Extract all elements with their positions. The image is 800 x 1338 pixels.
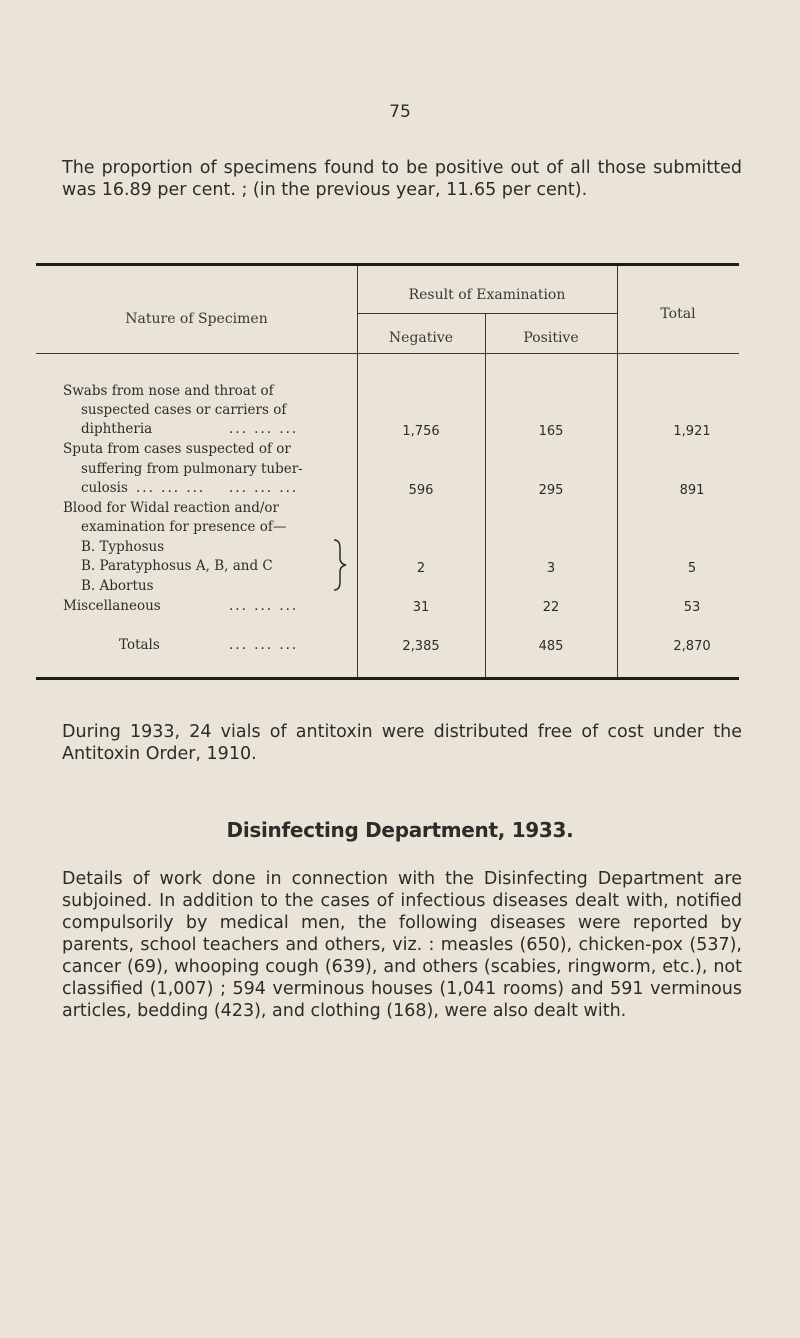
row-blood-label-line2: examination for presence of— [81,519,287,535]
column-divider-3 [617,266,618,677]
row-misc-label: Miscellaneous [63,598,161,614]
row-swabs-leader: ... ... ... [229,421,299,437]
row-sputa-label-line1: Sputa from cases suspected of or [63,441,291,457]
column-divider-1 [357,266,358,677]
row-blood-negative: 2 [416,561,426,576]
row-swabs-negative: 1,756 [402,424,440,439]
row-sputa-label-line2: suffering from pulmonary tuber- [81,461,303,477]
row-blood-label-line5: B. Abortus [81,578,154,594]
header-nature-of-specimen: Nature of Specimen [125,311,268,327]
row-misc-leader: ... ... ... [229,598,299,614]
row-blood-label-line3: B. Typhosus [81,539,165,555]
header-negative: Negative [388,330,454,346]
header-total: Total [660,306,696,322]
table-bottom-rule [36,677,739,680]
totals-label: Totals [119,637,160,653]
intro-paragraph: The proportion of specimens found to be positive out of all those submitted was 16.89 per cent. ; (in the previous year, 11.65 per cent). [62,158,742,200]
totals-leader: ... ... ... [229,637,299,653]
totals-positive: 485 [538,639,564,654]
header-result-of-examination: Result of Examination [408,287,566,303]
row-sputa-total: 891 [679,483,705,498]
row-misc-positive: 22 [542,600,560,615]
row-blood-total: 5 [687,561,697,576]
page-number: 75 [389,102,411,122]
row-swabs-positive: 165 [538,424,564,439]
row-sputa-label-line3: culosis [81,480,128,496]
row-blood-label-line4: B. Paratyphosus A, B, and C [81,558,273,574]
antitoxin-paragraph: During 1933, 24 vials of antitoxin were distributed free of cost under the Antitoxin Order, 1910. [62,722,742,764]
row-misc-negative: 31 [412,600,430,615]
totals-negative: 2,385 [402,639,440,654]
row-swabs-label-line2: suspected cases or carriers of [81,402,287,418]
header-positive: Positive [523,330,579,346]
header-separator [36,353,739,354]
row-sputa-positive: 295 [538,483,564,498]
brace-icon [330,536,350,594]
row-swabs-label-line3: diphtheria [81,421,153,437]
row-swabs-label-line1: Swabs from nose and throat of [63,383,274,399]
details-paragraph: Details of work done in connection with the Disinfecting Department are subjoined. In addition to the cases of infectious diseases dealt with, notified compulsorily by medical men, the following diseases were reported by parents, school teachers and others, viz. : measles (650), chicken-pox (537), cancer (69), whooping cough (639), and others (scabies, ringworm, etc.), not classified (1,007) ; 594 verminous houses (1,041 rooms) and 591 verminous articles, bedding (423), and clothing (168), were also dealt with. [62,869,742,1021]
section-heading: Disinfecting Department, 1933. [226,818,574,842]
totals-total: 2,870 [673,639,711,654]
result-subheader-line [357,313,617,314]
row-misc-total: 53 [683,600,701,615]
row-blood-positive: 3 [546,561,556,576]
row-blood-label-line1: Blood for Widal reaction and/or [63,500,279,516]
row-sputa-leader-2: ... ... ... [229,480,299,496]
row-sputa-negative: 596 [408,483,434,498]
row-swabs-total: 1,921 [673,424,711,439]
table-top-rule [36,263,739,266]
row-sputa-leader: ... ... ... [136,480,206,496]
